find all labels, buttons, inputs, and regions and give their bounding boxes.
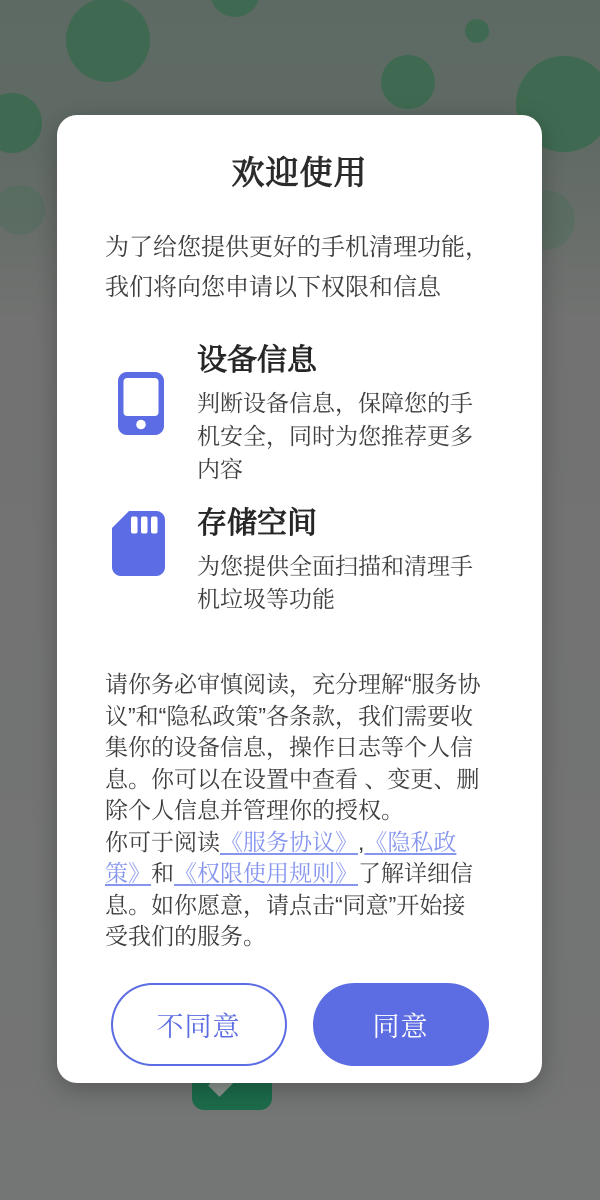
permission-text xyxy=(197,342,542,486)
agree-button[interactable]: 同意 xyxy=(313,983,489,1066)
background-circle xyxy=(210,0,260,17)
privacy-text-segment: 了解详细信息。如你愿意，请点击“同意”开始接受我们的服务。 xyxy=(105,860,473,949)
privacy-notice xyxy=(105,669,487,953)
permission-item-storage xyxy=(57,505,542,616)
sd-card-icon xyxy=(112,511,165,576)
disagree-button[interactable]: 不同意 xyxy=(111,983,287,1066)
privacy-text-segment: 和 xyxy=(151,860,174,886)
permission-title: 存储空间 xyxy=(197,507,317,540)
privacy-link[interactable]: 《服务协议》 xyxy=(220,828,358,855)
background-circle xyxy=(0,185,45,235)
intro-text: 为了给您提供更好的手机清理功能，我们将向您申请以下权限和信息 xyxy=(105,234,489,301)
button-row xyxy=(57,983,542,1066)
icon-column xyxy=(57,505,197,581)
icon-column xyxy=(57,342,197,440)
checkmark-icon xyxy=(208,1083,238,1097)
background-circle xyxy=(465,19,489,43)
privacy-text-segment: 你可于阅读 xyxy=(105,828,220,855)
phone-icon xyxy=(118,372,164,435)
privacy-link[interactable]: 《权限使用规则》 xyxy=(174,860,358,886)
privacy-paragraph: 请你务必审慎阅读，充分理解“服务协议”和“隐私政策”各条款，我们需要收集你的设备信息，操作日志等个人信息。你可以在设置中查看 、变更、删除个人信息并管理你的授权。 xyxy=(105,671,481,823)
privacy-link[interactable]: 《隐私政策》 xyxy=(105,828,457,886)
permission-list xyxy=(57,342,542,616)
background-circle xyxy=(0,93,42,153)
background-circle xyxy=(66,0,150,82)
permission-title: 设备信息 xyxy=(197,344,317,377)
permission-item-device-info xyxy=(57,342,542,486)
privacy-text-segment: , xyxy=(358,828,365,855)
permission-text xyxy=(197,505,542,616)
background-circle xyxy=(381,55,435,109)
permission-description: 判断设备信息，保障您的手机安全，同时为您推荐更多内容 xyxy=(197,390,473,482)
privacy-links-paragraph xyxy=(105,827,487,953)
welcome-permission-dialog xyxy=(57,115,542,1083)
app-logo-peek xyxy=(192,1083,272,1110)
permission-description: 为您提供全面扫描和清理手机垃圾等功能 xyxy=(197,553,473,612)
dialog-title: 欢迎使用 xyxy=(231,154,368,191)
